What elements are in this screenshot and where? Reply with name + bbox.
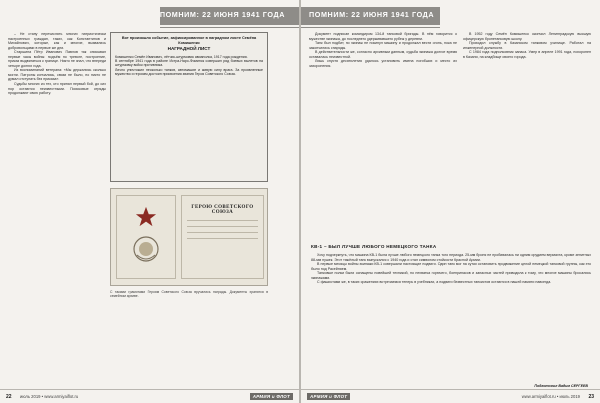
left-header-band	[160, 7, 299, 25]
award-box-heading: Вот произошло событие, зафиксированное в наградном листе Семёна Комишенко	[121, 36, 257, 45]
right-header-band	[301, 7, 440, 25]
paragraph: С 1984 года подполковник запаса. Умер в апреле 1991 года, похоронен в Казани, на кладбище своего города.	[463, 50, 591, 59]
left-header-stripe	[160, 27, 299, 28]
paragraph: В первые месяцы войны экипажи КВ-1 совершали настоящие подвиги. Один танк мог на сутки остановить продвижение целой немецкой танковой группы, как это было под Расейняем.	[311, 262, 591, 271]
award-line: Лично уничтожил несколько танков, автомашин и живую силу врага. За проявленные мужество и героизм достоин присвоения звания Героя Советского Союза.	[115, 67, 263, 77]
award-line: В сентябре 1941 года в районе Истра-Наро-Фоминск совершил ряд боевых вылетов на штурмовку войск противника.	[115, 59, 263, 68]
magazine-logo: АРМИЯ и ФЛОТ	[307, 393, 350, 400]
paragraph: Танковые полки были оснащены новейшей техникой, но нехватка горючего, боеприпасов и запасных частей приводила к тому, что многие машины бросались экипажами.	[311, 271, 591, 280]
paragraph: – Не стану перечислять многих патриотически настроенных граждан, таких, как Константинов и Михайлович, которые, как и многие, вызвались добровольцами в первые же дни.	[8, 32, 106, 50]
emblem-icon	[131, 234, 161, 264]
paragraph: Лишь спустя десятилетия удалось установить имена погибших и место их захоронения.	[309, 59, 457, 68]
certificate-title: ГЕРОЮ СОВЕТСКОГО СОЮЗА	[191, 205, 254, 215]
photo-caption: С такими грамотами Героям Советского Союза вручались награды. Документы хранятся в семейном архиве.	[110, 290, 268, 299]
hero-certificate-photo	[110, 188, 268, 286]
certificate-page	[181, 195, 264, 279]
magazine-logo: АРМИЯ и ФЛОТ	[250, 393, 293, 400]
paragraph: Документ подписан командиром 134-й танковой бригады. В нём говорится о мужестве экипажа, до последнего удерживавшего рубеж у деревни.	[309, 32, 457, 41]
paragraph: Проходил службу в Казанском танковом училище. Работал на инженерной должности.	[463, 41, 591, 50]
right-text-column-1	[309, 32, 457, 237]
left-page	[0, 0, 299, 403]
footer-text: июль 2019 • www.armiyaiflot.ru	[20, 394, 79, 399]
left-header-title: ПОМНИМ: 22 ИЮНЯ 1941 ГОДА	[159, 10, 285, 19]
award-sheet-title: НАГРАДНОЙ ЛИСТ	[167, 46, 211, 52]
section-title: КВ-1 – БЫЛ ЛУЧШЕ ЛЮБОГО НЕМЕЦКОГО ТАНКА	[311, 244, 437, 249]
divider	[187, 238, 258, 239]
left-text-column	[8, 32, 106, 382]
right-text-column-2	[463, 32, 591, 237]
paragraph: Старшина Пётр Иванович Павлов так описывал первые часы войны: подъём по тревоге, построение, приказ выдвигаться к границе. Никто не знал, что впереди четыре долгих года.	[8, 50, 106, 68]
right-header-title: ПОМНИМ: 22 ИЮНЯ 1941 ГОДА	[309, 10, 435, 19]
page-number: 23	[588, 394, 594, 400]
paragraph: Хочу подчеркнуть, что машина КВ-1 была лучше любого немецкого танка того периода. 25-мм броня не пробивалась ни одним орудием вермахта, кроме зенитных 88-мм пушек. Этот тяжёлый танк выпускался с 1940 года и стал символом стойкости Красной Армии.	[311, 253, 591, 262]
right-wide-text	[311, 253, 591, 381]
left-footer	[0, 389, 299, 403]
right-header-stripe	[301, 27, 440, 28]
certificate-cover	[116, 195, 176, 279]
right-page	[301, 0, 600, 403]
award-line: Комишенко Семён Иванович, лётчик-штурмовик авиаполка, 1917 года рождения.	[115, 54, 248, 59]
right-footer	[301, 389, 600, 403]
footer-text: www.armiyaiflot.ru • июль 2019	[521, 394, 580, 399]
award-sheet-box	[110, 32, 268, 182]
paragraph: В действительности же, согласно архивным данным, судьба экипажа долгое время оставалась неизвестной.	[309, 50, 457, 59]
star-icon	[135, 206, 157, 228]
paragraph: Судьбы многих из тех, кто принял первый бой, до сих пор остаются неизвестными. Поисковые отряды продолжают свою работу.	[8, 82, 106, 96]
page-number: 22	[6, 394, 12, 400]
author-signature: Подготовил Вадим СЕРГЕЕВ	[534, 384, 588, 388]
paragraph: Танк был подбит, но экипаж не покинул машину и продолжал вести огонь, пока не закончились снаряды.	[309, 41, 457, 50]
divider	[187, 232, 258, 233]
paragraph: С фашистами же, в таких сражениях встречаемся теперь в учебниках, а подвиги безвестных танкистов остаются в нашей памяти навсегда.	[317, 280, 552, 285]
divider	[187, 226, 258, 227]
paragraph: В 1952 году Семён Комишенко окончил Ленинградскую высшую офицерскую бронетанковую школу.	[463, 32, 591, 41]
divider	[187, 220, 258, 221]
paragraph: Из воспоминаний ветерана: «Мы держались сколько могли. Патроны кончались, связи не было, но никто не думал отступать без приказа».	[8, 68, 106, 82]
